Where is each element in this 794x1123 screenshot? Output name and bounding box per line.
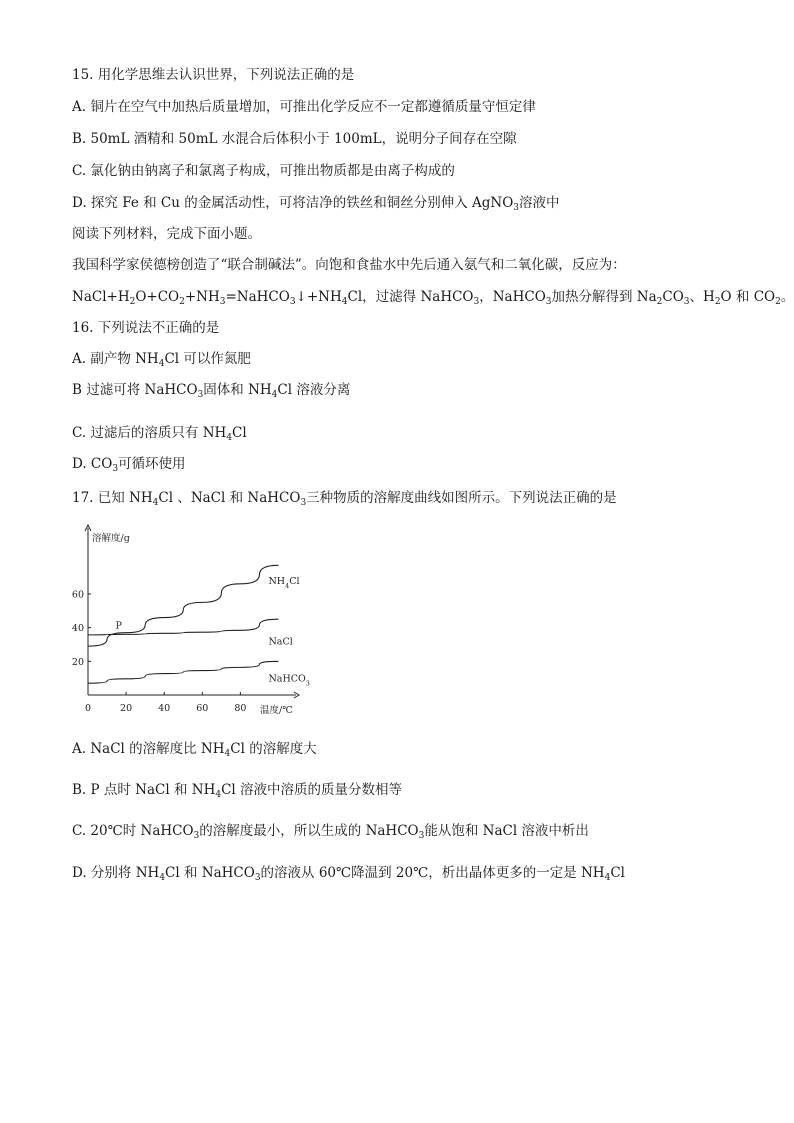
q15-option-b: B. 50mL 酒精和 50mL 水混合后体积小于 100mL，说明分子间存在空隙 xyxy=(72,131,517,147)
equation-subscript: 2 xyxy=(656,297,663,307)
y-tick-label: 60 xyxy=(71,589,84,601)
q17-option-a: A. NaCl 的溶解度比 $NH_4Cl$ 的溶解度大 xyxy=(72,741,317,759)
material-text: 我国科学家侯德榜创造了“联合制碱法”。向饱和食盐水中先后通入氨气和二氧化碳，反应为： xyxy=(72,257,626,273)
equation-subscript: 3 xyxy=(219,297,226,307)
x-tick-label: 40 xyxy=(158,703,171,714)
q15-option-c: C. 氯化钠由钠离子和氯离子构成，可推出物质都是由离子构成的 xyxy=(72,163,455,179)
equation-text: ↓+NH xyxy=(295,289,342,305)
q16-option-b: B 过滤可将 NaHCO$_3$固体和 $NH_4Cl$ 溶液分离 xyxy=(72,382,351,400)
q15-option-a: A. 铜片在空气中加热后质量增加，可推出化学反应不一定都遵循质量守恒定律 xyxy=(72,99,536,115)
equation-text: Cl，过滤得 NaHCO xyxy=(347,289,474,305)
series-label-nahco3: NaHCO$_3$ xyxy=(268,673,310,688)
equation-subscript: 3 xyxy=(545,297,552,307)
equation-text: 加热分解得到 Na xyxy=(551,289,657,305)
series-label-nh4cl: $NH_4Cl$ xyxy=(268,575,300,590)
equation-text: O 和 CO xyxy=(720,289,776,305)
equation-subscript: 3 xyxy=(683,297,690,307)
equation-subscript: 2 xyxy=(129,297,136,307)
equation-subscript: 2 xyxy=(775,297,781,307)
series-label-nacl: NaCl xyxy=(268,636,293,648)
equation-text: +NH xyxy=(184,289,220,305)
point-p-label: P xyxy=(115,620,122,632)
y-tick-label: 20 xyxy=(71,656,84,668)
equation-text: =NaHCO xyxy=(225,289,290,305)
equation-text: 、H xyxy=(689,289,715,305)
equation-subscript: 2 xyxy=(179,297,185,307)
equation-subscript: 3 xyxy=(289,297,296,307)
reaction-equation xyxy=(72,288,794,306)
q16-option-c: C. 过滤后的溶质只有 $NH_4Cl$ xyxy=(72,425,247,443)
equation-text: 。 xyxy=(780,289,794,305)
equation-text: ，NaHCO xyxy=(479,289,546,305)
q17-stem: 17. 已知 $NH_4Cl$ 、NaCl 和 NaHCO$_3$三种物质的溶解度曲线如图所示。下列说法正确的是 xyxy=(72,490,617,508)
x-tick-label: 0 xyxy=(84,703,92,714)
x-tick-label: 20 xyxy=(120,703,133,714)
curve-nahco3 xyxy=(88,661,278,683)
equation-text: O+CO xyxy=(135,289,180,305)
solubility-chart xyxy=(70,520,320,725)
x-tick-label: 80 xyxy=(234,703,247,714)
equation-subscript: 3 xyxy=(473,297,480,307)
y-axis-label: 溶解度/g xyxy=(92,533,130,544)
q17-option-b: B. P 点时 NaCl 和 $NH_4Cl$ 溶液中溶质的质量分数相等 xyxy=(72,782,403,800)
equation-text: CO xyxy=(662,289,684,305)
q16-stem: 16. 下列说法不正确的是 xyxy=(72,320,220,336)
x-axis-label: 温度/℃ xyxy=(260,705,293,716)
x-tick-label: 60 xyxy=(196,703,209,714)
q15-option-d: D. 探究 Fe 和 Cu 的金属活动性，可将洁净的铁丝和铜丝分别伸入 AgNO$_3$溶液中 xyxy=(72,195,560,213)
equation-text: NaCl+H xyxy=(72,289,130,305)
y-tick-label: 40 xyxy=(71,623,84,635)
q16-option-d: D. $CO_3$可循环使用 xyxy=(72,456,186,474)
equation-subscript: 2 xyxy=(714,297,721,307)
reading-instruction: 阅读下列材料，完成下面小题。 xyxy=(72,226,261,242)
q16-option-a: A. 副产物 $NH_4Cl$ 可以作氮肥 xyxy=(72,351,251,369)
q17-option-d: D. 分别将 $NH_4Cl$ 和 NaHCO$_3$的溶液从 60℃降温到 20℃，析出晶体更多的一定是 $NH_4Cl$ xyxy=(72,865,625,883)
q17-option-c: C. 20℃时 NaHCO$_3$的溶解度最小，所以生成的 NaHCO$_3$能从饱和 NaCl 溶液中析出 xyxy=(72,823,589,841)
equation-subscript: 4 xyxy=(341,297,348,307)
chart-axes xyxy=(85,525,299,698)
q15-stem: 15. 用化学思维去认识世界，下列说法正确的是 xyxy=(72,67,355,83)
